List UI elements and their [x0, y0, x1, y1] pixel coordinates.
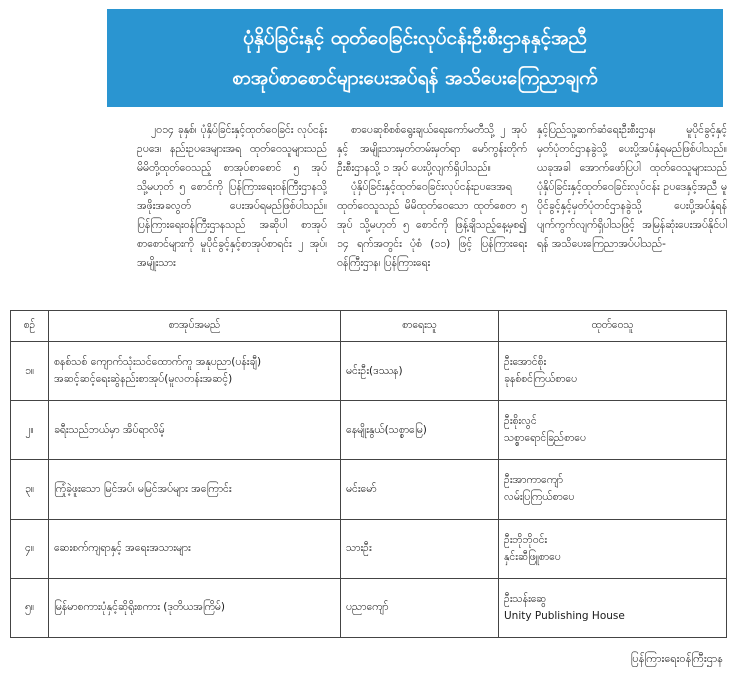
body-paragraph-1: ၂၀၁၄ ခုနှစ်၊ ပုံနှိပ်ခြင်းနှင့်ထုတ်ဝေခြင်း လုပ်ငန်းဥပဒေ၊ နည်းဥပဒေများအရ ထုတ်ဝေသူများသည် မိမိတို့ထုတ်ဝေသည့် စာအုပ်စာစောင် ၅ အုပ် သို့မဟုတ် ၅ စောင်ကို ပြန်ကြားရေးဝန်ကြီးဌာနသို့ အဖိုးအခလွတ် ပေးအပ်ရမည်ဖြစ်ပါသည်။ ပြန်ကြားရေးဝန်ကြီးဌာနသည် အဆိုပါ စာအုပ်စာစောင်များကို မူပိုင်ခွင့်နှင့်စာအုပ်စာရင်း ၂ အုပ်၊ အမျိုးသား	[137, 124, 327, 269]
table-row	[11, 401, 727, 460]
header-no: စဉ်	[11, 311, 49, 342]
table-header-row	[11, 311, 727, 342]
row-publisher	[499, 578, 727, 637]
row-author: သားဦး	[341, 519, 499, 578]
row-number: ၁။	[11, 342, 49, 401]
title-line: ခရီးသည်ဘယ်မှာ အိပ်ရာလိမ့်	[54, 423, 165, 436]
row-publisher	[499, 401, 727, 460]
row-number: ၄။	[11, 519, 49, 578]
notice-banner	[107, 9, 723, 107]
publisher-name: ဦးအောင်စိုး	[504, 356, 547, 369]
publisher-name: ဦးသန်းဆွေ	[504, 592, 547, 605]
publisher-name: ဦးစိုးလွင်	[504, 415, 537, 428]
row-author: နေမျိုးနွယ်(သစ္စာမြေ)	[341, 401, 499, 460]
body-paragraph-4: နှင့်ပြည်သူ့ဆက်ဆံရေးဦးစီးဌာန၊ မူပိုင်ခွင့်နှင့်မှတ်ပုံတင်ဌာနခွဲသို့ ပေးပို့အပ်နှံရမည်ဖြစ်ပါသည်။ ယခုအခါ အောက်ဖော်ပြပါ ထုတ်ဝေသူများသည် ပုံနှိပ်ခြင်းနှင့်ထုတ်ဝေခြင်းလုပ်ငန်း ဥပဒေနှင့်အညီ မူပိုင်ခွင့်နှင့်မှတ်ပုံတင်ဌာနခွဲသို့ ပေးပို့အပ်နှံရန် ပျက်ကွက်လျက်ရှိပါသဖြင့် အမြန်ဆုံးပေးအပ်နိုင်ပါရန် အသိပေးကြေညာအပ်ပါသည်-	[537, 124, 727, 250]
row-publisher	[499, 342, 727, 401]
row-number: ၂။	[11, 401, 49, 460]
title-line: ဆေးစက်ကျရာနှင့် အရေးအသားများ	[54, 542, 191, 555]
table-row	[11, 519, 727, 578]
body-column-2	[337, 121, 527, 296]
publishing-house: လမ်းပြကြယ်စာပေ	[504, 491, 575, 504]
row-publisher	[499, 460, 727, 519]
title-line: မြန်မာစကားပုံနှင့်ဆိုရိုးစကား (ဒုတိယအကြိမ်)	[54, 601, 226, 614]
issuing-ministry: ပြန်ကြားရေးဝန်ကြီးဌာန	[630, 652, 723, 665]
notice-body	[137, 121, 727, 296]
table-row	[11, 578, 727, 637]
row-author: မင်းမော်	[341, 460, 499, 519]
publishing-house: Unity Publishing House	[504, 609, 625, 622]
row-title	[49, 519, 341, 578]
publishing-house: သစ္စာရောင်ခြည်စာပေ	[504, 432, 586, 445]
publishers-table	[10, 310, 727, 638]
row-author: ပညာကျော်	[341, 578, 499, 637]
row-author: မင်းဦး(ဒဿန)	[341, 342, 499, 401]
header-publisher: ထုတ်ဝေသူ	[499, 311, 727, 342]
header-title: စာအုပ်အမည်	[49, 311, 341, 342]
publisher-name: ဦးအာကာကျော်	[504, 474, 563, 487]
table-row	[11, 460, 727, 519]
body-column-3	[537, 121, 727, 296]
header-author: စာရေးသူ	[341, 311, 499, 342]
row-title	[49, 342, 341, 401]
body-paragraph-3: ပုံနှိပ်ခြင်းနှင့်ထုတ်ဝေခြင်းလုပ်ငန်းဥပဒေအရ ထုတ်ဝေသူသည် မိမိထုတ်ဝေသော ထုတ်စေတ ၅ အုပ် သို့မဟုတ် ၅ စောင်ကို ဖြန့်ချိသည့်နေ့မှစ၍ ၁၄ ရက်အတွင်း ပုံစံ (၁၁) ဖြင့် ပြန်ကြားရေးဝန်ကြီးဌာန၊ ပြန်ကြားရေး	[337, 181, 527, 269]
banner-title-line2: စာအုပ်စာစောင်များပေးအပ်ရန် အသိပေးကြေညာချက်	[232, 67, 598, 89]
title-line: ကြုံခဲ့ဖူးသော မြင်အပ်၊ မမြင်အပ်များ အကြောင်း	[54, 482, 232, 495]
publishing-house: နှင်းဆီဖြူစာပေ	[504, 550, 561, 563]
body-paragraph-2: စာပေဆုစိစစ်ရွေးချယ်ရေးကော်မတီသို့ ၂ အုပ်နှင့် အမျိုးသားမှတ်တမ်းမှတ်ရာ မော်ကွန်းတိုက်ဦးစီးဌာနသို့ ၁ အုပ် ပေးပို့လျက်ရှိပါသည်။	[337, 124, 527, 174]
banner-title-line1: ပုံနှိပ်ခြင်းနှင့် ထုတ်ဝေခြင်းလုပ်ငန်းဦးစီးဌာနနှင့်အညီ	[243, 27, 587, 49]
table-row	[11, 342, 727, 401]
row-title	[49, 460, 341, 519]
title-line: အဆင့်ဆင့်ရေးဆွဲနည်းစာအုပ်(မူလတန်းအဆင့်)	[54, 373, 233, 386]
publisher-name: ဦးဘိုဘိုဝင်း	[504, 533, 548, 546]
row-number: ၃။	[11, 460, 49, 519]
body-column-1	[137, 121, 327, 296]
row-publisher	[499, 519, 727, 578]
row-number: ၅။	[11, 578, 49, 637]
row-title	[49, 401, 341, 460]
publishing-house: ခုနစ်စင်ကြယ်စာပေ	[504, 373, 578, 386]
title-line: စနစ်သစ် ကျောက်သုံးသင်ထောက်ကူ အနုပညာ(ပန်းချီ)	[54, 356, 262, 369]
row-title	[49, 578, 341, 637]
